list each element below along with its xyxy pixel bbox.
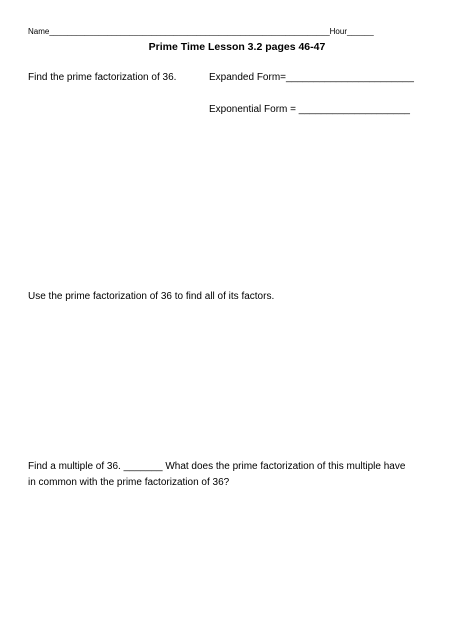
question-2-prompt: Use the prime factorization of 36 to find all of its factors. <box>28 291 275 302</box>
expanded-form-field: Expanded Form=_______________________ <box>209 72 414 83</box>
exponential-form-field: Exponential Form = ____________________ <box>209 104 410 115</box>
question-3-prompt <box>28 459 448 491</box>
question-3-line-1: Find a multiple of 36. _______ What does the prime factorization of this multiple have <box>28 461 406 472</box>
question-3-line-2: in common with the prime factorization of 36? <box>28 477 230 488</box>
page-title: Prime Time Lesson 3.2 pages 46-47 <box>148 41 326 53</box>
name-hour-line: Name_______________________________________________________________Hour______ <box>28 27 374 36</box>
question-1-prompt: Find the prime factorization of 36. <box>28 72 177 83</box>
